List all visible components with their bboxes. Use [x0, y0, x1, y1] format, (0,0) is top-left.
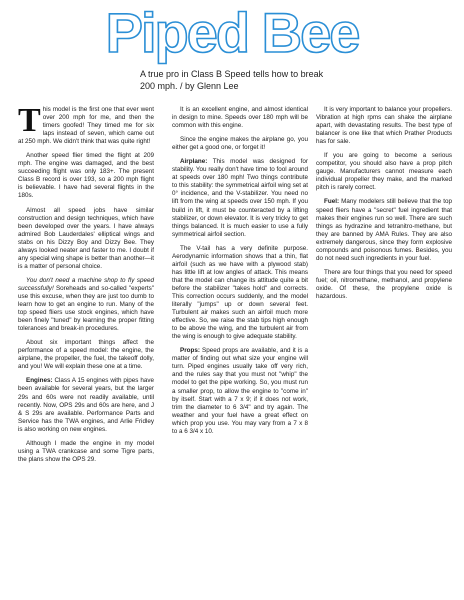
- column-3: [316, 106, 452, 307]
- paragraph: [316, 198, 452, 262]
- section-head-airplane: Airplane:: [180, 158, 208, 166]
- paragraph: It is very important to balance your propellers. Vibration at high rpms can shake the airplane apart, with devastating results. The best type of balancer is one like that which Prather Products has for sale.: [316, 106, 452, 146]
- paragraph-text: Speed props are available, and it is a matter of finding out what size your engine will turn. Piped engines usually take off very rich, and the rules say that you must not "whip" the model to get the pipe working. So, you must run a smaller prop, to allow the engine to "come in" by itself. Start with a 7 x 9; if it does not work, trim the diameter to 6 3/4" and try again. The weather and your fuel have a great effect on which prop you use. You may vary from a 7 x 8 to a 6 3/4 x 10.: [172, 347, 308, 435]
- section-head-engines: Engines:: [26, 377, 53, 385]
- paragraph-text: Soreheads and so-called "experts" use this excuse, when they are just too dumb to learn how to get an engine to run. Many of the top speed fliers use stock engines, which have been finely "tuned" by learning the proper fitting tolerances and break-in procedures.: [18, 284, 154, 333]
- paragraph: If you are going to become a serious competitor, you should also have a prop pitch gauge. Manufacturers cannot measure each individual propeller they make, and the marked pitch is rarely correct.: [316, 152, 452, 192]
- paragraph: The V-tail has a very definite purpose. Aerodynamic information shows that a thin, flat airfoil (such as we have with a plywood stab) has little lift at low angles of attack. This means that the model can change its attitude quite a bit before the stabilizer "takes hold" and corrects. This correction occurs suddenly, and the model literally "jumps" up or down several feet. Turbulent air makes such an airfoil much more effective. So, we raise the stab tips high enough to be above the wing, and the turbulent air from the wing is enough to give adequate stability.: [172, 244, 308, 341]
- paragraph-text: This model was designed for stability. You really don't have time to fool around at speeds over 180 mph! Two things contribute to this stability: the symmetrical airfoil wing set at 0° incidence, and the V-stabilizer. You need no lift from the wing at speeds over 150 mph. If you build in lift, it must be counteracted by a lifting stabilizer, or down elevator. It is very tricky to get things balanced. It is much easier to use a fully symmetrical airfoil section.: [172, 158, 308, 238]
- italic-lead: You don't need a machine shop to fly speed successfully!: [18, 276, 154, 292]
- drop-cap: T: [18, 102, 41, 139]
- paragraph: It is an excellent engine, and almost identical in design to mine. Speeds over 180 mph will be common with this engine.: [172, 106, 308, 130]
- column-1: [18, 102, 154, 470]
- paragraph-text: his model is the first one that ever went over 200 mph for me, and then the timers goofed! They timed me for six laps instead of seven, which came out at 250 mph. We didn't think that was quite right!: [18, 106, 154, 146]
- paragraph-text: Many modelers still believe that the top speed fliers have a "secret" fuel ingredient that makes their engines run so well. There are such things as hydrazine and tetranitro-methane, but they are banned by AMA Rules. They are also extremely dangerous, since they form explosive compounds and poisonous fumes. Besides, you do not need such ingredients in your fuel.: [316, 198, 452, 262]
- article-subtitle: A true pro in Class B Speed tells how to break 200 mph. / by Glenn Lee: [140, 69, 324, 91]
- paragraph: [172, 347, 308, 436]
- paragraph: Another speed flier timed the flight at 209 mph. The engine was damaged, and the best succeeding flight was only 183+. The present Class B record is over 193, so a 200 mph flight is believable. I have had several flights in the 180s.: [18, 152, 154, 200]
- paragraph: Since the engine makes the airplane go, you either get a good one, or forget it!: [172, 136, 308, 152]
- paragraph: About six important things affect the performance of a speed model: the engine, the airplane, the propeller, the fuel, the takeoff dolly, and you! We will explain these one at a time.: [18, 339, 154, 371]
- paragraph: Although I made the engine in my model using a TWA crankcase and some Tigre parts, the plans show the OPS 29.: [18, 439, 154, 463]
- paragraph: Almost all speed jobs have similar construction and design techniques, which have been developed over the years. I have always admired Bob Lauderdales' elliptical wings and stabs on his Dizzy Boy and Dizzy Bee. They always looked neater and faster to me. I doubt if any special wing shape is better than another—it is a matter of personal choice.: [18, 206, 154, 270]
- paragraph-text: Class A 15 engines with pipes have been available for several years, but the larger 29s and 60s were not readily available, until recently. Now, OPS 29s and 60s are here, and J & S 29s are available. Performance Parts and Service has the TWA engines, and Arlie Fridley is also working on new engines.: [18, 377, 154, 433]
- paragraph: [18, 377, 154, 433]
- paragraph: There are four things that you need for speed fuel; oil, nitromethane, methanol, and propylene oxide. Of these, the propylene oxide is hazardous.: [316, 268, 452, 300]
- section-head-props: Props:: [180, 347, 200, 355]
- paragraph: [18, 102, 154, 146]
- section-head-fuel: Fuel:: [324, 198, 340, 206]
- column-2: [172, 106, 308, 442]
- paragraph: [18, 277, 154, 333]
- paragraph: [172, 158, 308, 238]
- article-title: Piped Bee: [105, 1, 359, 64]
